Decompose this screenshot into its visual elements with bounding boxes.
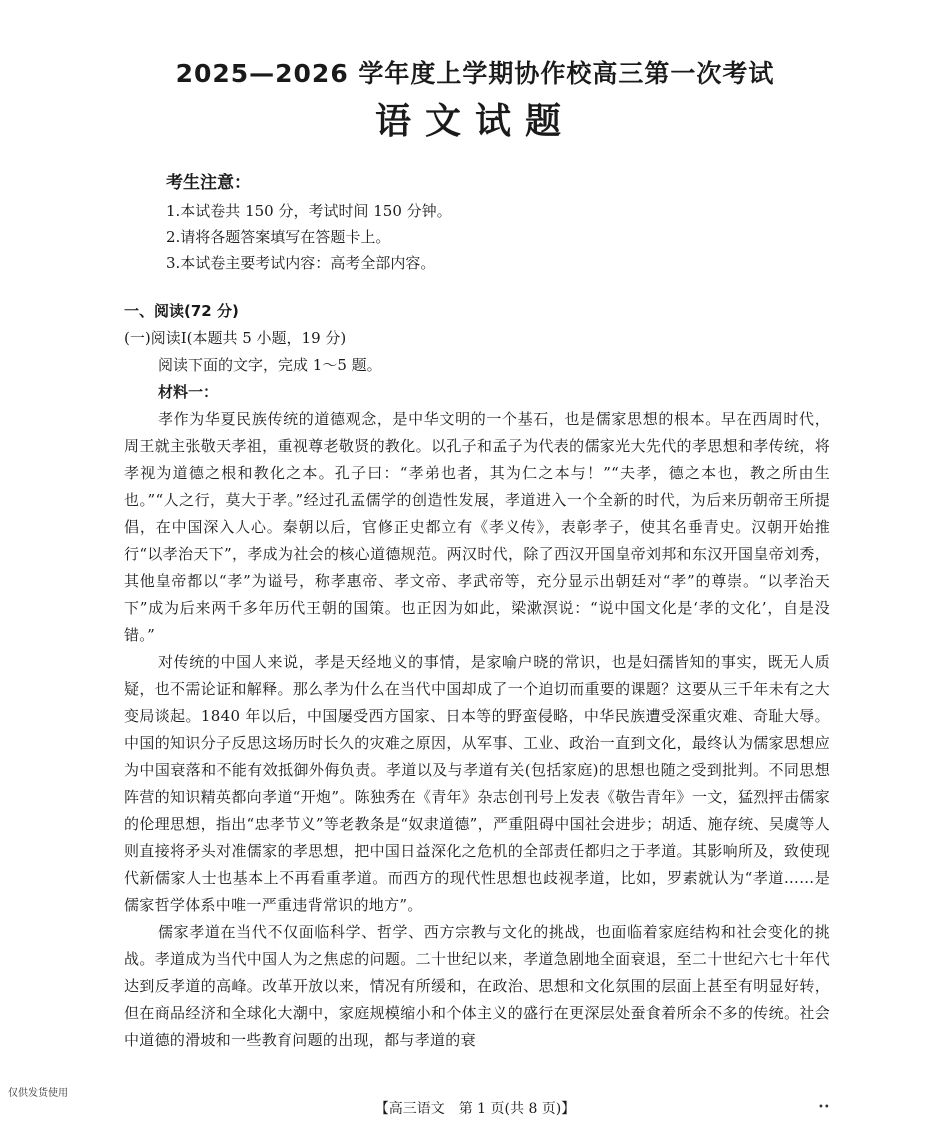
- paragraph-2: 对传统的中国人来说，孝是天经地义的事情，是家喻户晓的常识，也是妇孺皆知的事实，既无人质疑，也不需论证和解释。那么孝为什么在当代中国却成了一个迫切而重要的课题？这要从三千年未有之大变局谈起。1840 年以后，中国屡受西方国家、日本等的野蛮侵略，中华民族遭受深重灾难、奇耻大辱。中国的知识分子反思这场历时长久的灾难之原因，从军事、工业、政治一直到文化，最终认为儒家思想应为中国衰落和不能有效抵御外侮负责。孝道以及与孝道有关(包括家庭)的思想也随之受到批判。不同思想阵营的知识精英都向孝道“开炮”。陈独秀在《青年》杂志创刊号上发表《敬告青年》一文，猛烈抨击儒家的伦理思想，指出“忠孝节义”等老教条是“奴隶道德”，严重阻碍中国社会进步；胡适、施存统、吴虞等人则直接将矛头对准儒家的孝思想，把中国日益深化之危机的全部责任都归之于孝道。其影响所及，致使现代新儒家人士也基本上不再看重孝道。而西方的现代性思想也歧视孝道，比如，罗素就认为“孝道……是儒家哲学体系中唯一严重违背常识的地方”。: [124, 653, 830, 914]
- notice-item-1: 1.本试卷共 150 分，考试时间 150 分钟。: [166, 202, 452, 220]
- exam-title: 2025—2026 学年度上学期协作校高三第一次考试: [175, 59, 775, 88]
- candidate-notice: [166, 168, 452, 276]
- section-subtitle: (一)阅读Ⅰ(本题共 5 小题，19 分): [124, 329, 347, 347]
- reading-section: [124, 298, 830, 1054]
- notice-item-3: 3.本试卷主要考试内容：高考全部内容。: [166, 254, 436, 272]
- material-label: 材料一：: [158, 383, 219, 401]
- page-footer: 【高三语文 第 1 页(共 8 页)】: [374, 1101, 576, 1117]
- notice-heading: 考生注意：: [166, 173, 251, 193]
- notice-item-2: 2.请将各题答案填写在答题卡上。: [166, 228, 391, 246]
- paragraph-3: 儒家孝道在当代不仅面临科学、哲学、西方宗教与文化的挑战，也面临着家庭结构和社会变化的挑战。孝道成为当代中国人为之焦虑的问题。二十世纪以来，孝道急剧地全面衰退，至二十世纪六七十年代达到反孝道的高峰。改革开放以来，情况有所缓和，在政治、思想和文化氛围的层面上甚至有明显好转，但在商品经济和全球化大潮中，家庭规模缩小和个体主义的盛行在更深层处蚕食着所余不多的传统。社会中道德的滑坡和一些教育问题的出现，都与孝道的衰: [124, 923, 830, 1049]
- section-instruction: 阅读下面的文字，完成 1～5 题。: [158, 356, 382, 374]
- subject-title: 语文试题: [374, 101, 575, 142]
- section-title: 一、阅读(72 分): [124, 302, 239, 320]
- paragraph-1: 孝作为华夏民族传统的道德观念，是中华文明的一个基石，也是儒家思想的根本。早在西周时代，周王就主张敬天孝祖，重视尊老敬贤的教化。以孔子和孟子为代表的儒家光大先代的孝思想和孝传统，将孝视为道德之根和教化之本。孔子曰：“孝弟也者，其为仁之本与！”“夫孝，德之本也，教之所由生也。”“人之行，莫大于孝。”经过孔孟儒学的创造性发展，孝道进入一个全新的时代，为后来历朝帝王所提倡，在中国深入人心。秦朝以后，官修正史都立有《孝义传》，表彰孝子，使其名垂青史。汉朝开始推行“以孝治天下”，孝成为社会的核心道德规范。两汉时代，除了西汉开国皇帝刘邦和东汉开国皇帝刘秀，其他皇帝都以“孝”为谥号，称孝惠帝、孝文帝、孝武帝等，充分显示出朝廷对“孝”的尊崇。“以孝治天下”成为后来两千多年历代王朝的国策。也正因为如此，梁漱溟说：“说中国文化是‘孝的文化’，自是没错。”: [124, 410, 830, 644]
- corner-mark: ••: [818, 1102, 830, 1113]
- side-note: 仅供发货使用: [8, 1088, 68, 1099]
